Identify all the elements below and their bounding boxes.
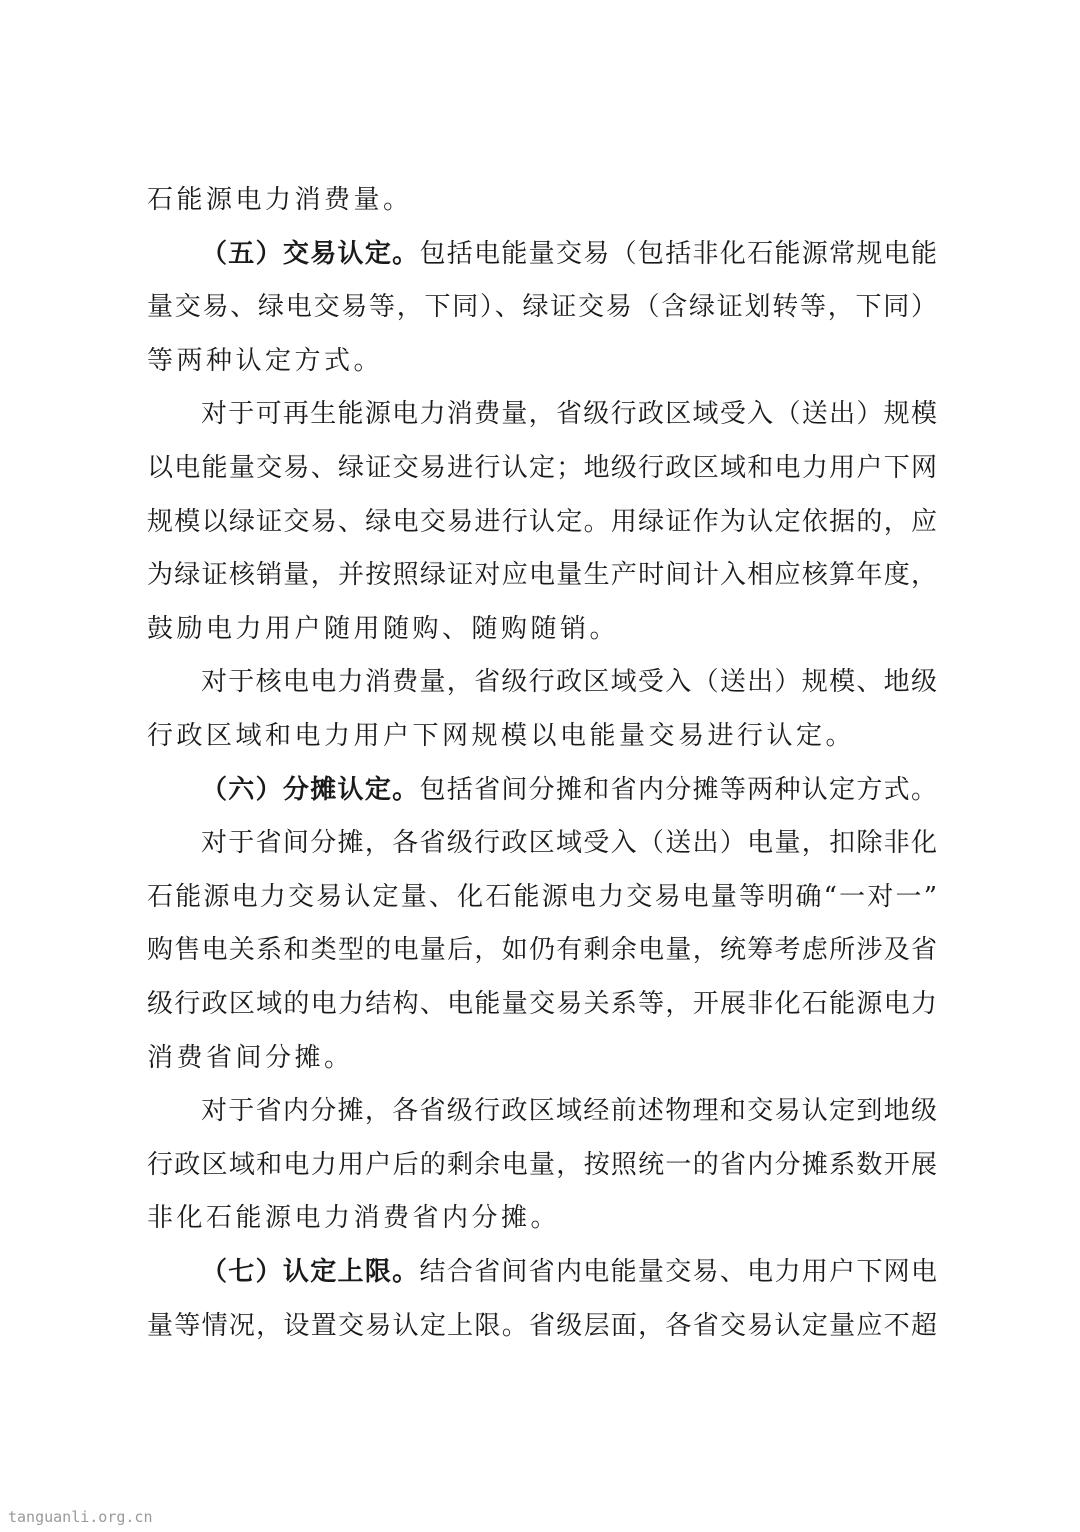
paragraph-line	[147, 180, 413, 220]
line-text	[147, 1198, 560, 1238]
paragraph-line	[201, 662, 938, 702]
line-text	[147, 448, 938, 488]
body-text: 量交易、绿电交易等，下同）、绿证交易（含绿证划转等，下同）	[147, 292, 939, 323]
body-text: 以电能量交易、绿证交易进行认定；地级行政区域和电力用户下网	[147, 453, 939, 483]
body-text: 量等情况，设置交易认定上限。省级层面，各省交易认定量应不超	[147, 1310, 939, 1341]
line-text	[147, 930, 938, 970]
paragraph-line	[147, 502, 938, 542]
line-text	[147, 287, 939, 327]
paragraph-line	[201, 823, 938, 863]
paragraph-line	[201, 1091, 938, 1131]
line-text	[201, 823, 938, 863]
line-text	[147, 341, 383, 381]
body-text: 对于核电电力消费量，省级行政区域受入（送出）规模、地级	[201, 667, 939, 698]
body-text: 石能源电力交易认定量、化石能源电力交易电量等明确“一对一”	[147, 881, 940, 912]
line-text	[201, 234, 938, 274]
section-heading: （七）认定上限。	[201, 1257, 420, 1287]
body-text: 行政区域和电力用户下网规模以电能量交易进行认定。	[147, 721, 856, 751]
section-heading: （六）分摊认定。	[201, 774, 420, 805]
paragraph-line	[147, 984, 938, 1024]
paragraph-line	[147, 555, 938, 595]
paragraph-line	[147, 609, 619, 649]
paragraph-line	[201, 394, 938, 434]
body-text: 对于可再生能源电力消费量，省级行政区域受入（送出）规模	[201, 399, 939, 430]
line-text	[147, 1145, 938, 1185]
paragraph-line	[147, 877, 939, 917]
body-text: 石能源电力消费量。	[147, 185, 413, 215]
body-text: 规模以绿证交易、绿电交易进行认定。用绿证作为认定依据的，应	[147, 506, 939, 537]
body-text: 级行政区域的电力结构、电能量交易关系等，开展非化石能源电力	[147, 989, 939, 1019]
body-text: 等两种认定方式。	[147, 345, 384, 376]
body-text: 对于省内分摊，各省级行政区域经前述物理和交易认定到地级	[201, 1096, 939, 1127]
paragraph-line	[147, 341, 383, 381]
line-text	[147, 502, 938, 542]
line-text	[201, 770, 938, 810]
line-text	[201, 662, 938, 702]
section-heading-line	[201, 770, 938, 810]
paragraph-line	[147, 448, 938, 488]
body-text: 包括省间分摊和省内分摊等两种认定方式。	[419, 774, 939, 805]
paragraph-line	[147, 1038, 354, 1078]
body-text: 非化石能源电力消费省内分摊。	[147, 1203, 561, 1234]
body-text: 包括电能量交易（包括非化石能源常规电能	[419, 238, 939, 269]
body-text: 消费省间分摊。	[147, 1042, 354, 1073]
line-text	[147, 716, 855, 756]
body-text: 结合省间省内电能量交易、电力用户下网电	[419, 1257, 939, 1287]
paragraph-line	[147, 1145, 938, 1185]
line-text	[201, 394, 938, 434]
line-text	[147, 1038, 354, 1078]
line-text	[147, 555, 938, 595]
line-text	[147, 984, 938, 1024]
paragraph-line	[147, 930, 938, 970]
line-text	[201, 1091, 938, 1131]
watermark: tanguanli.org.cn	[8, 1508, 153, 1526]
body-text: 购售电关系和类型的电量后，如仍有剩余电量，统筹考虑所涉及省	[147, 935, 939, 966]
line-text	[147, 609, 619, 649]
section-heading-line	[201, 234, 938, 274]
paragraph-line	[147, 287, 939, 327]
body-text: 为绿证核销量，并按照绿证对应电量生产时间计入相应核算年度，	[147, 560, 939, 591]
line-text	[147, 877, 939, 917]
line-text	[201, 1252, 938, 1292]
line-text	[147, 1306, 938, 1346]
paragraph-line	[147, 1306, 938, 1346]
body-text: 行政区域和电力用户后的剩余电量，按照统一的省内分摊系数开展	[147, 1149, 939, 1180]
section-heading: （五）交易认定。	[201, 238, 420, 269]
line-text	[147, 180, 413, 220]
section-heading-line	[201, 1252, 938, 1292]
body-text: 对于省间分摊，各省级行政区域受入（送出）电量，扣除非化	[201, 828, 939, 859]
paragraph-line	[147, 716, 855, 756]
paragraph-line	[147, 1198, 560, 1238]
body-text: 鼓励电力用户随用随购、随购随销。	[147, 613, 620, 644]
